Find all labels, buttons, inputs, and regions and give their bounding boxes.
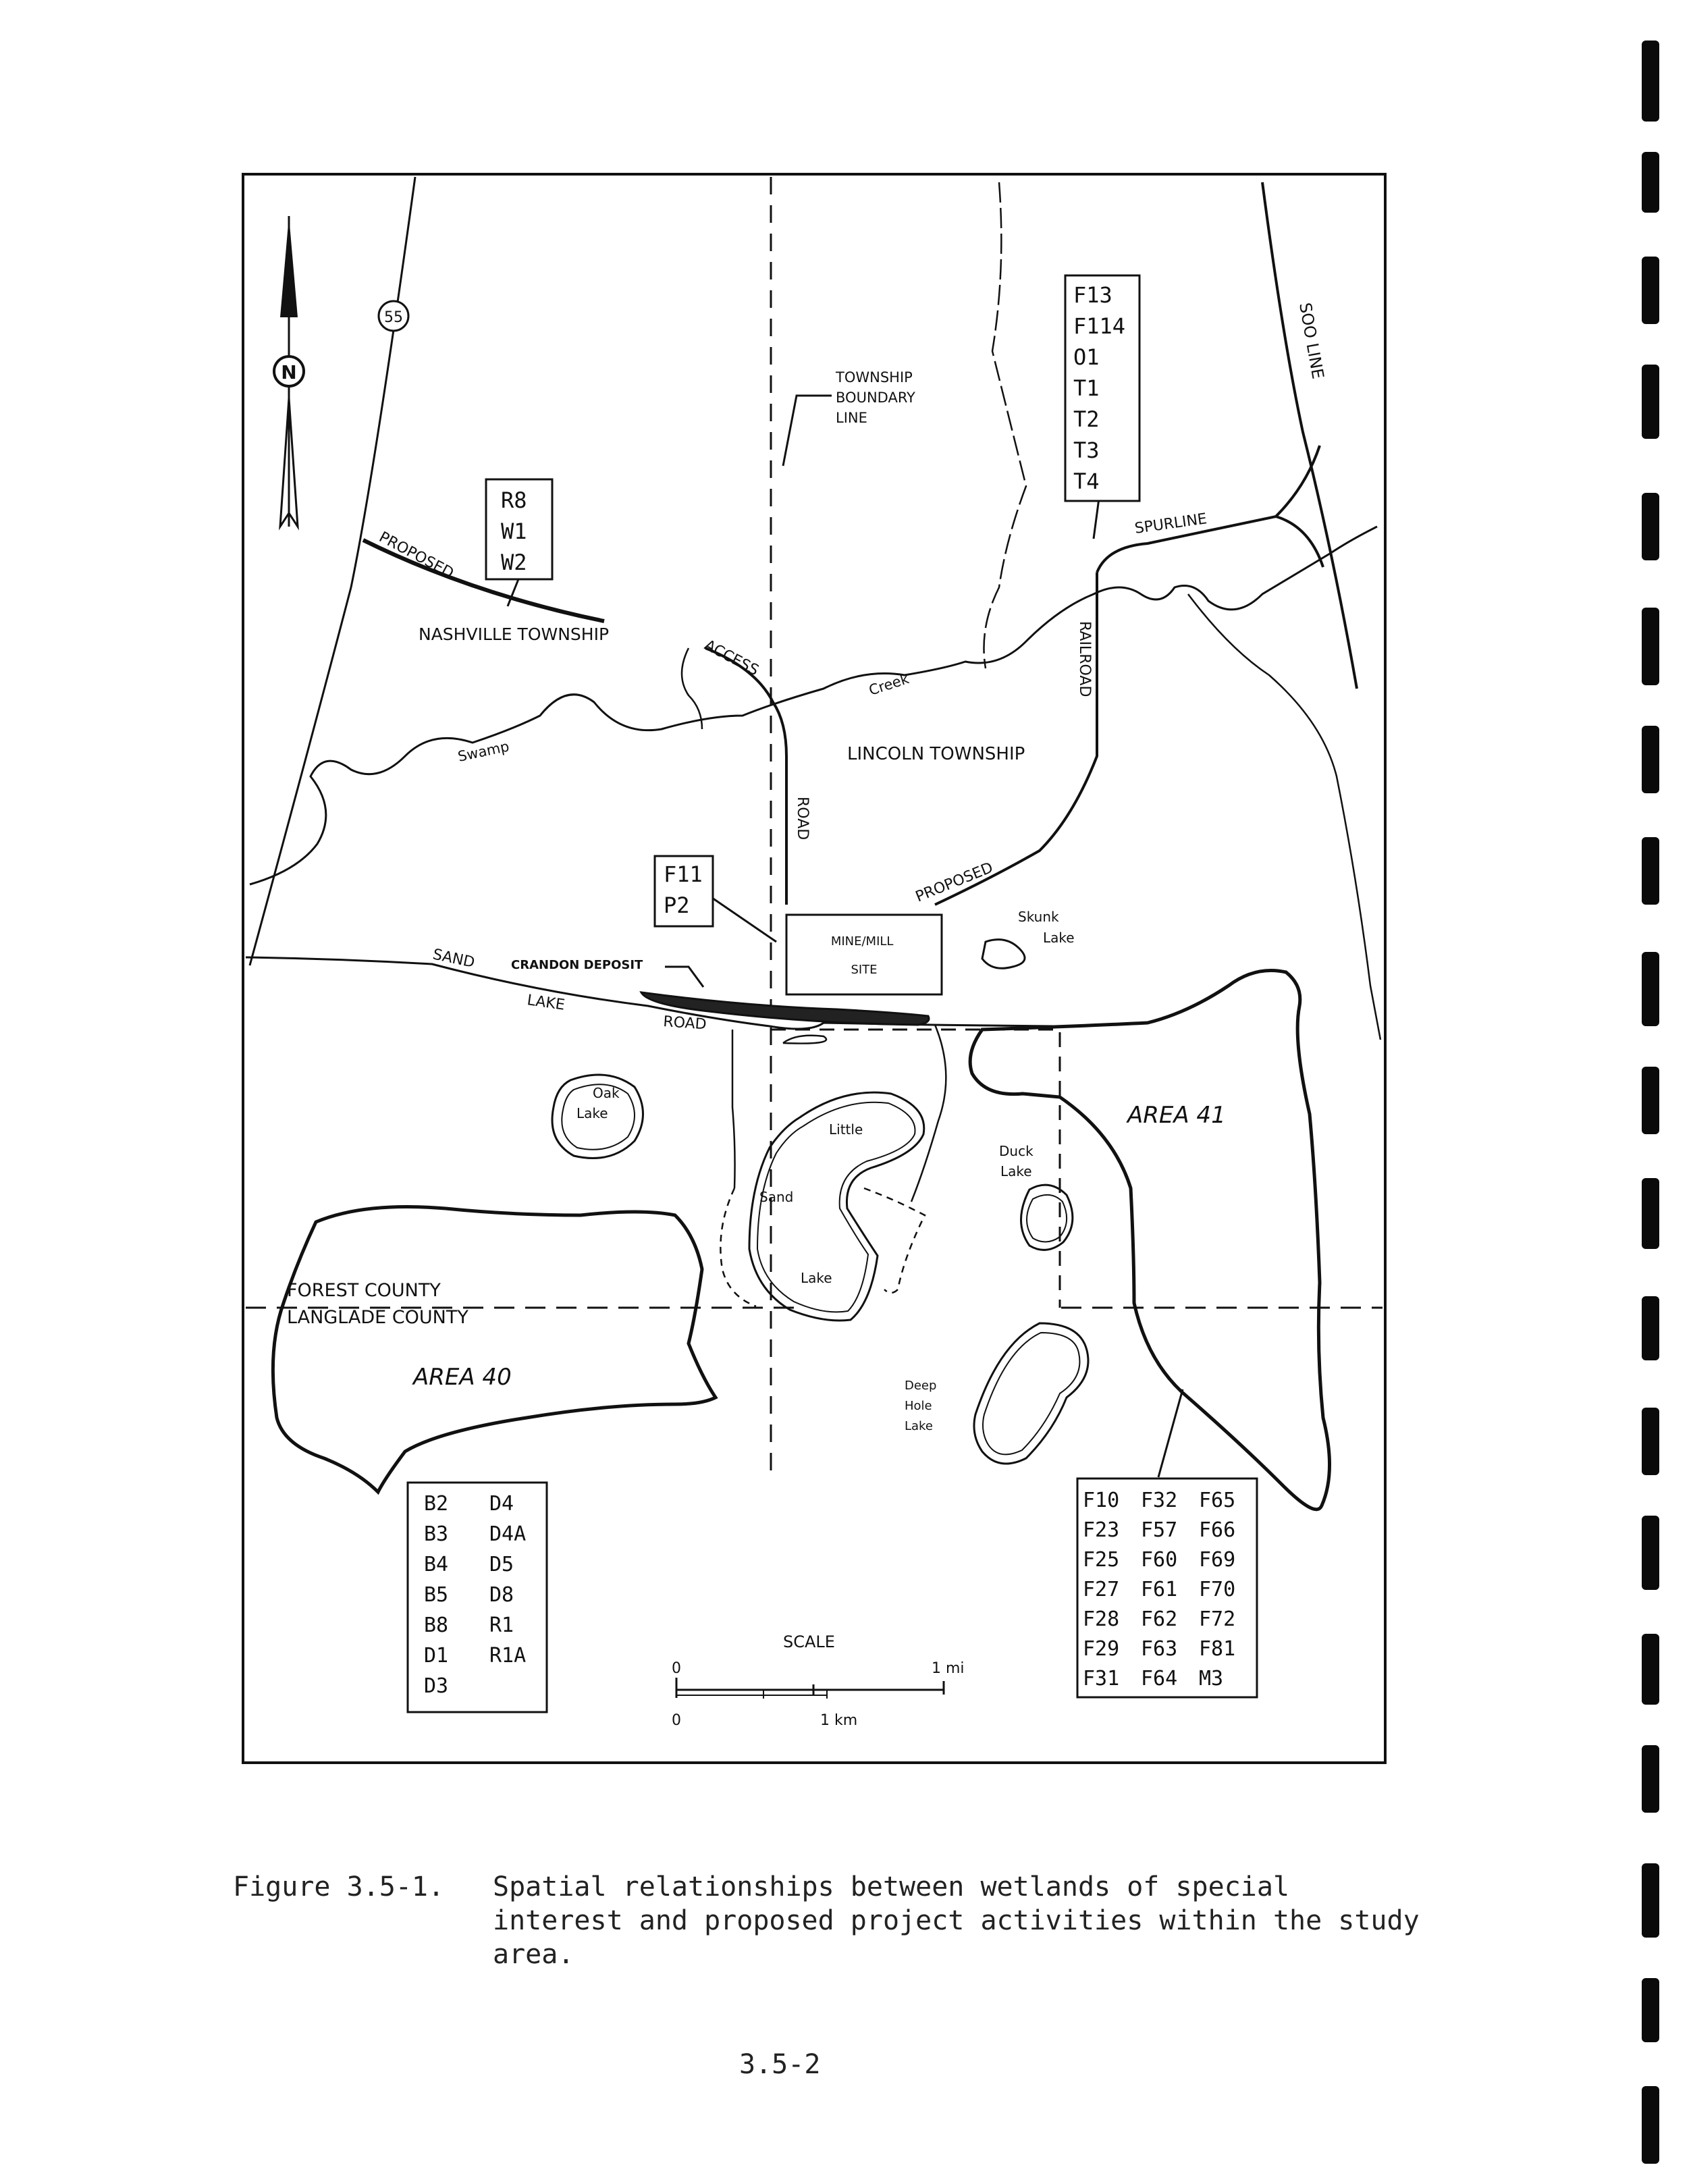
- callout-area41-text: F10 F32 F65 F23 F57 F66 F25 F60 F69 F27 F61 F70 F28 F62 F72 F29 F63 F81 F31 F64 M3: [1083, 1489, 1236, 1690]
- skunk-lake: [982, 940, 1025, 969]
- access-label: ACCESS: [701, 637, 761, 680]
- binder-hole: [1642, 608, 1659, 685]
- area-40-label: AREA 40: [413, 1364, 512, 1391]
- callout-upper-left-leader: [508, 579, 518, 606]
- spurline-label: SPURLINE: [1133, 510, 1208, 537]
- road-vertical-label: ROAD: [794, 797, 811, 841]
- oak-lake-label: Oak Lake: [576, 1085, 620, 1121]
- little-sand-lake-west-dashed: [720, 1188, 756, 1306]
- swamp-creek: [250, 527, 1377, 884]
- binder-hole: [1642, 1634, 1659, 1705]
- binder-hole: [1642, 493, 1659, 560]
- callout-mine-text: F11 P2: [664, 861, 703, 918]
- binder-hole: [1642, 1178, 1659, 1249]
- spurline-connector: [1276, 446, 1320, 516]
- callout-upper-left-text: R8 W1 W2: [501, 487, 527, 575]
- skunk-lake-label: Skunk Lake: [1018, 909, 1075, 946]
- spurline: [1097, 516, 1323, 572]
- nashville-township-label: NASHVILLE TOWNSHIP: [419, 624, 610, 644]
- scale-mi-1: 1 mi: [932, 1660, 965, 1677]
- figure-number: Figure 3.5-1.: [233, 1871, 445, 1902]
- soo-line-label: SOO LINE: [1295, 301, 1328, 381]
- binder-hole: [1642, 726, 1659, 793]
- creek-label: Creek: [867, 670, 911, 699]
- duck-lake-inner: [1027, 1195, 1067, 1242]
- highway-55: [250, 177, 415, 965]
- railroad-label: RAILROAD: [1076, 621, 1093, 697]
- forest-county-label: FOREST COUNTY: [287, 1280, 441, 1301]
- crandon-deposit-label: CRANDON DEPOSIT: [511, 958, 643, 972]
- scale-bar: [672, 1632, 965, 1729]
- proposed-nw-label: PROPOSED: [376, 529, 456, 583]
- sand-road-label: SAND: [431, 946, 477, 971]
- sand-lake-west-line: [732, 1030, 735, 1188]
- binder-hole: [1642, 952, 1659, 1026]
- scale-mi-0: 0: [672, 1660, 681, 1677]
- creek-tributary: [984, 182, 1027, 668]
- area-40: [273, 1207, 716, 1493]
- sand-lake-east-line: [911, 1025, 946, 1202]
- mine-mill-label: MINE/MILL SITE: [830, 934, 894, 977]
- page-number: 3.5-2: [739, 2049, 821, 2080]
- binder-hole: [1642, 1745, 1659, 1813]
- binder-hole: [1642, 1516, 1659, 1590]
- swamp-label: Swamp: [456, 738, 511, 765]
- lake-road-label: LAKE: [526, 992, 566, 1014]
- deep-hole-lake-label: Deep Hole Lake: [905, 1379, 937, 1433]
- binder-hole: [1642, 1978, 1659, 2042]
- duck-lake-label: Duck Lake: [999, 1143, 1034, 1179]
- binder-hole: [1642, 1296, 1659, 1360]
- callout-area40-left-text: B2 B3 B4 B5 B8 D1 D3: [424, 1492, 449, 1698]
- scale-km-1: 1 km: [820, 1712, 858, 1729]
- callout-area40-right-text: D4 D4A D5 D8 R1 R1A: [489, 1492, 527, 1668]
- crandon-deposit-leader: [665, 967, 703, 987]
- north-label: N: [281, 361, 297, 383]
- binder-hole: [1642, 257, 1659, 324]
- proposed-railroad: [935, 572, 1097, 905]
- binder-hole: [1642, 365, 1659, 439]
- access-road-vertical: [705, 648, 786, 905]
- binder-hole: [1642, 1863, 1659, 1938]
- area-41: [970, 971, 1329, 1510]
- proposed-rail-label: PROPOSED: [913, 859, 996, 906]
- callout-area41-leader: [1158, 1389, 1183, 1477]
- figure-caption-text: Spatial relationships between wetlands of special interest and proposed project activities within the study area.: [493, 1871, 1420, 1970]
- township-boundary-label: TOWNSHIP BOUNDARY LINE: [836, 369, 915, 426]
- callout-top-right-leader: [1094, 498, 1099, 539]
- binder-hole: [1642, 152, 1659, 213]
- area-41-label: AREA 41: [1127, 1102, 1226, 1129]
- north-arrow-icon: [274, 216, 304, 527]
- binder-hole: [1642, 2086, 1659, 2164]
- callout-mine-leader: [712, 898, 776, 942]
- township-boundary-leader: [783, 396, 832, 466]
- scale-title: SCALE: [783, 1632, 835, 1651]
- deep-hole-lake-inner: [983, 1333, 1079, 1454]
- road-road-label: ROAD: [662, 1013, 707, 1034]
- binder-hole: [1642, 1067, 1659, 1134]
- binder-hole: [1642, 41, 1659, 122]
- binder-hole: [1642, 1408, 1659, 1475]
- scale-km-0: 0: [672, 1712, 681, 1729]
- creek-branch: [682, 648, 702, 729]
- sand-lake-north-rim: [783, 1036, 826, 1044]
- callout-top-right-text: F13 F114 O1 T1 T2 T3 T4: [1073, 282, 1126, 494]
- little-sand-lake-label: Little Sand Lake: [759, 1121, 863, 1286]
- lincoln-township-label: LINCOLN TOWNSHIP: [847, 744, 1025, 764]
- deep-hole-lake: [974, 1323, 1088, 1464]
- soo-line-railroad: [1262, 182, 1357, 689]
- highway-55-label: 55: [384, 309, 403, 326]
- langlade-county-label: LANGLADE COUNTY: [287, 1307, 468, 1328]
- mine-mill-site: [786, 915, 942, 994]
- binder-hole: [1642, 837, 1659, 905]
